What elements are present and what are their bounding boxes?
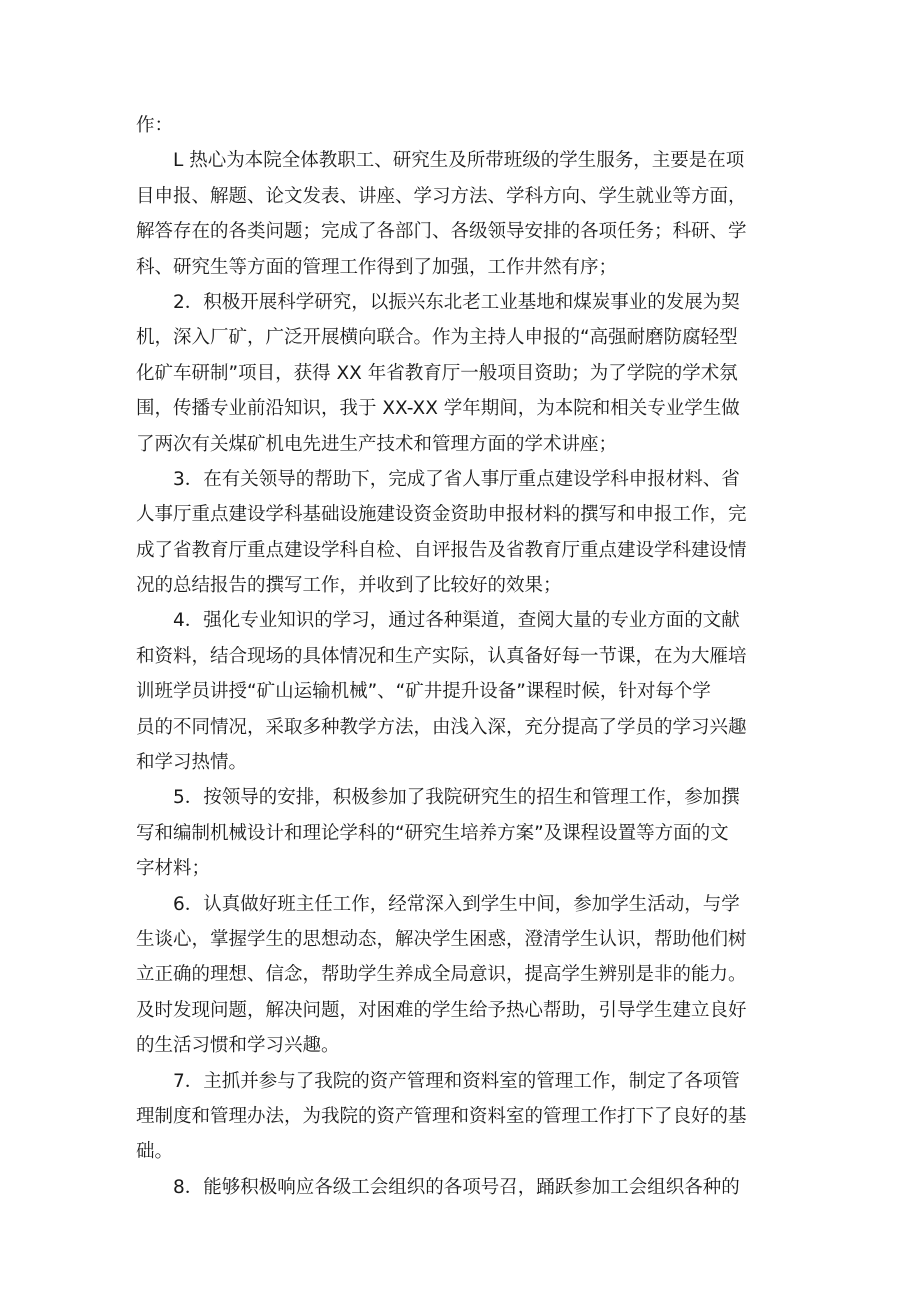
text-line: 围，传播专业前沿知识，我于 XX-XX 学年期间，为本院和相关专业学生做: [136, 398, 740, 420]
text-line: 立正确的理想、信念，帮助学生养成全局意识，提高学生辨别是非的能力。: [136, 964, 747, 986]
text-line: 解答存在的各类问题；完成了各部门、各级领导安排的各项任务；科研、学: [136, 221, 747, 243]
text-line: 作：: [136, 115, 174, 136]
text-line: 训班学员讲授“矿山运输机械”、“矿井提升设备”课程时候，针对每个学: [136, 681, 711, 703]
paragraph-3-line-1: 3．在有关领导的帮助下，完成了省人事厅重点建设学科申报材料、省: [173, 468, 740, 490]
paragraph-5-line-1: 5．按领导的安排，积极参加了我院研究生的招生和管理工作，参加撰: [173, 787, 740, 809]
paragraph-8-line-1: 8．能够积极响应各级工会组织的各项号召，踊跃参加工会组织各种的: [173, 1176, 740, 1198]
paragraph-4-line-1: 4．强化专业知识的学习，通过各种渠道，查阅大量的专业方面的文献: [173, 610, 740, 632]
text-line: 的生活习惯和学习兴趣。: [136, 1035, 340, 1057]
text-line: 况的总结报告的撰写工作，并收到了比较好的效果；: [136, 575, 562, 597]
text-line: 人事厅重点建设学科基础设施建设资金资助申报材料的撰写和申报工作，完: [136, 504, 747, 526]
text-line: 了两次有关煤矿机电先进生产技术和管理方面的学术讲座；: [136, 433, 618, 455]
text-line: 字材料；: [136, 858, 211, 880]
text-line: 理制度和管理办法，为我院的资产管理和资料室的管理工作打下了良好的基: [136, 1105, 747, 1127]
text-line: 科、研究生等方面的管理工作得到了加强，工作井然有序；: [136, 256, 618, 278]
paragraph-7-line-1: 7．主抓并参与了我院的资产管理和资料室的管理工作，制定了各项管: [173, 1070, 740, 1092]
document-body: [136, 108, 788, 1205]
text-line: 员的不同情况，采取多种教学方法，由浅入深，充分提高了学员的学习兴趣: [136, 716, 747, 738]
text-line: 成了省教育厅重点建设学科自检、自评报告及省教育厅重点建设学科建设情: [136, 539, 747, 561]
text-line: 目申报、解题、论文发表、讲座、学习方法、学科方向、学生就业等方面，: [136, 185, 747, 207]
text-line: 生谈心，掌握学生的思想动态，解决学生困惑，澄清学生认识，帮助他们树: [136, 928, 747, 950]
paragraph-6-line-1: 6．认真做好班主任工作，经常深入到学生中间，参加学生活动，与学: [173, 893, 740, 915]
text-line: 写和编制机械设计和理论学科的“研究生培养方案”及课程设置等方面的文: [136, 822, 729, 844]
text-line: 础。: [136, 1141, 174, 1163]
text-line: 和资料，结合现场的具体情况和生产实际，认真备好每一节课，在为大雁培: [136, 645, 747, 667]
paragraph-2-line-1: 2．积极开展科学研究，以振兴东北老工业基地和煤炭事业的发展为契: [173, 291, 740, 313]
text-line: 化矿车研制”项目，获得 XX 年省教育厅一般项目资助；为了学院的学术氛: [136, 362, 738, 384]
text-line: 机，深入厂矿，广泛开展横向联合。作为主持人申报的“高强耐磨防腐轻型: [136, 327, 738, 349]
text-line: 及时发现问题，解决问题，对困难的学生给予热心帮助，引导学生建立良好: [136, 999, 747, 1021]
text-line: 和学习热情。: [136, 752, 248, 774]
paragraph-1-line-1: L 热心为本院全体教职工、研究生及所带班级的学生服务，主要是在项: [173, 150, 745, 172]
